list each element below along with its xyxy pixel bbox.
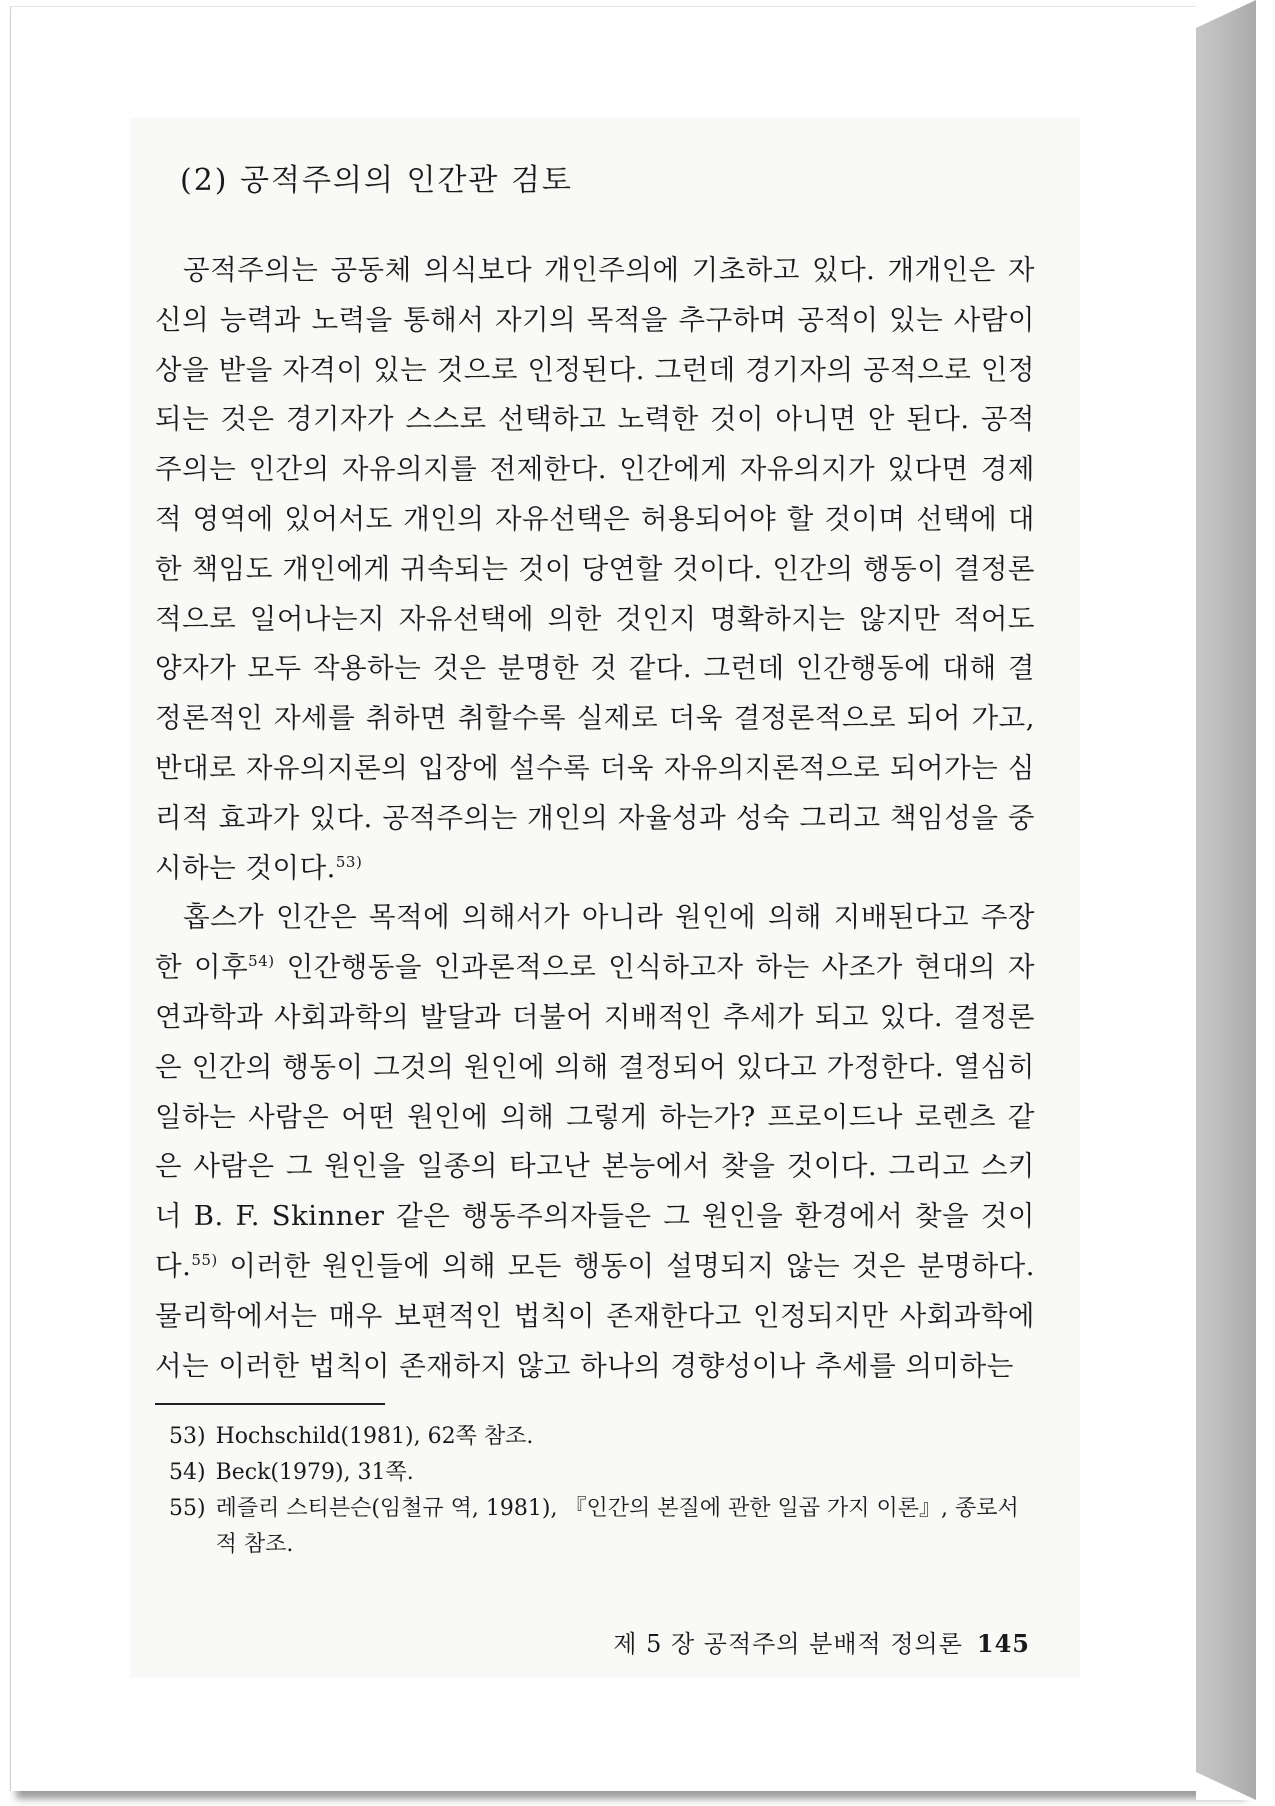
page-edge-corner-top xyxy=(1196,0,1256,28)
running-footer xyxy=(600,1624,1030,1659)
footnote-number: 54) xyxy=(169,1460,206,1486)
footnotes xyxy=(169,1419,1035,1563)
body-text xyxy=(155,246,1035,1391)
footnote-text: Hochschild(1981), 62쪽 참조. xyxy=(215,1424,534,1450)
section-title: (2) 공적주의의 인간관 검토 xyxy=(180,163,573,198)
paragraph-2-text-end: 이러한 원인들에 의해 모든 행동이 설명되지 않는 것은 분명하다. 물리학에서는 매우 보편적인 법칙이 존재한다고 인정되지만 사회과학에서는 이러한 법칙이 존재하지 않고 하나의 경향성이나 추세를 의미하는 xyxy=(155,1249,1035,1382)
footnote-number: 55) xyxy=(169,1496,206,1522)
footnote-number: 53) xyxy=(169,1424,206,1450)
footnote-55 xyxy=(169,1491,1035,1563)
paragraph-1 xyxy=(155,246,1035,893)
page-edge xyxy=(1196,0,1256,1800)
footnote-54 xyxy=(169,1455,1035,1491)
footnote-53 xyxy=(169,1419,1035,1455)
footnote-ref-53: 53) xyxy=(335,852,363,871)
paragraph-1-text: 공적주의는 공동체 의식보다 개인주의에 기초하고 있다. 개개인은 자신의 능력과 노력을 통해서 자기의 목적을 추구하며 공적이 있는 사람이 상을 받을 자격이 있는 것으로 인정된다. 그런데 경기자의 공적으로 인정되는 것은 경기자가 스스로 선택하고 노력한 것이 아니면 안 된다. 공적주의는 인간의 자유의지를 전제한다. 인간에게 자유의지가 있다면 경제적 영역에 있어서도 개인의 자유선택은 허용되어야 할 것이며 선택에 대한 책임도 개인에게 귀속되는 것이 당연할 것이다. 인간의 행동이 결정론적으로 일어나는지 자유선택에 의한 것인지 명확하지는 않지만 적어도 양자가 모두 작용하는 것은 분명한 것 같다. 그런데 인간행동에 대해 결정론적인 자세를 취하면 취할수록 실제로 더욱 결정론적으로 되어 가고, 반대로 자유의지론의 입장에 설수록 더욱 자유의지론적으로 되어가는 심리적 효과가 있다. 공적주의는 개인의 자율성과 성숙 그리고 책임성을 중시하는 것이다. xyxy=(155,254,1036,884)
chapter-title: 제 5 장 공적주의 분배적 정의론 xyxy=(613,1630,963,1658)
page-number: 145 xyxy=(976,1629,1030,1658)
paragraph-2-text-start: 홉스가 인간은 목적에 의해서가 아니라 원인에 의해 지배된다고 주장한 이후 xyxy=(155,901,1035,984)
page-content xyxy=(155,160,1035,1563)
page-edge-corner-bottom xyxy=(1196,1772,1256,1800)
footnote-ref-54: 54) xyxy=(248,952,275,970)
footnote-divider xyxy=(155,1403,385,1405)
footnote-text: 레즐리 스티븐슨(임철규 역, 1981), 『인간의 본질에 관한 일곱 가지 이론』, 종로서적 참조. xyxy=(215,1496,1019,1558)
paragraph-2-text-middle: 인간행동을 인과론적으로 인식하고자 하는 사조가 현대의 자연과학과 사회과학의 발달과 더불어 지배적인 추세가 되고 있다. 결정론은 인간의 행동이 그것의 원인에 의해 결정되어 있다고 가정한다. 열심히 일하는 사람은 어떤 원인에 의해 그렇게 하는가? 프로이드나 로렌츠 같은 사람은 그 원인을 일종의 타고난 본능에서 찾을 것이다. 그리고 스키너 B. F. Skinner 같은 행동주의자들은 그 원인을 환경에서 찾을 것이다. xyxy=(155,951,1036,1282)
footnote-ref-55: 55) xyxy=(191,1250,218,1269)
footnote-text: Beck(1979), 31쪽. xyxy=(215,1460,414,1486)
paragraph-2 xyxy=(155,893,1035,1391)
